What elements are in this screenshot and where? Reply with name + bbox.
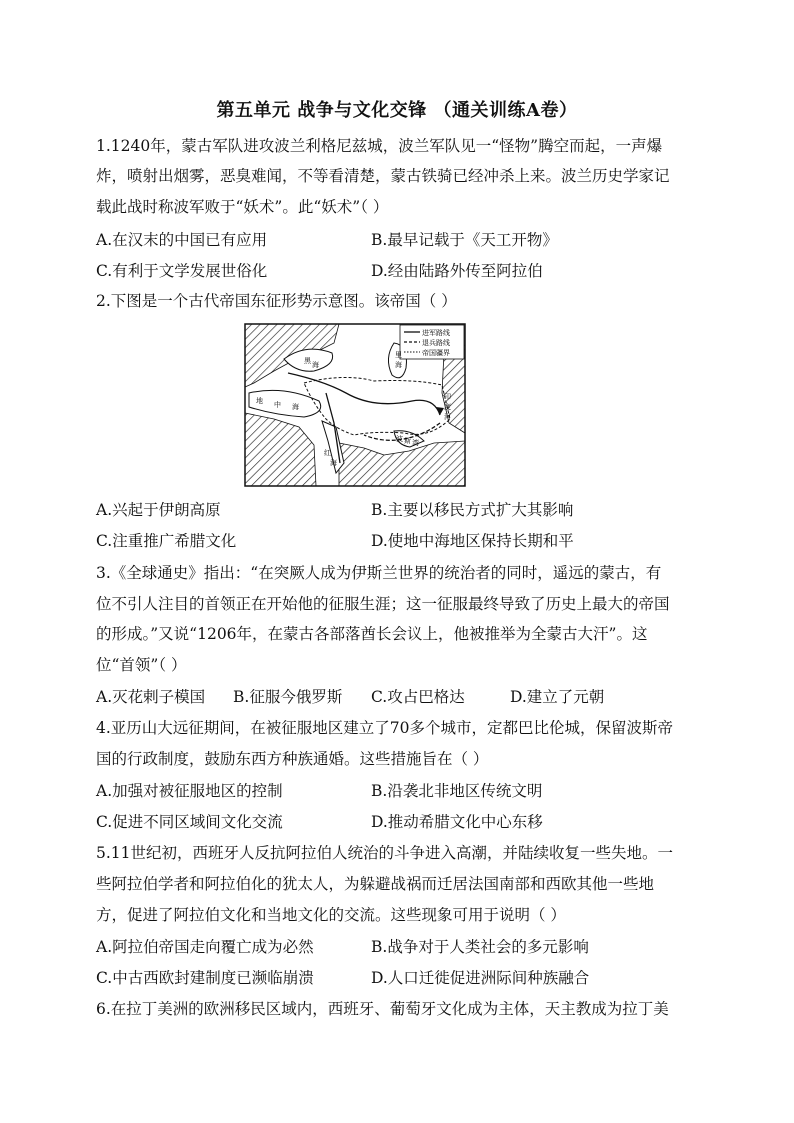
q2-option-b: B.主要以移民方式扩大其影响 [371,501,574,519]
legend-boundary-label: 帝国疆界 [422,349,450,357]
label-gulf-3: 湾 [412,439,419,447]
q2-line-1: 2.下图是一个古代帝国东征形势示意图。该帝国（ ） [96,292,457,310]
q1-line-1: 1.1240年，蒙古军队进攻波兰利格尼兹城，波兰军队见一“怪物”腾空而起，一声爆 [96,137,663,155]
q2-option-d: D.使地中海地区保持长期和平 [371,532,574,550]
q5-option-c: C.中古西欧封建制度已濒临崩溃 [96,969,314,987]
q2-option-c: C.注重推广希腊文化 [96,532,237,550]
label-gulf-1: 波 [396,435,403,443]
q1-line-3: 载此战时称波军败于“妖术”。此“妖术”（ ） [96,198,389,216]
q6-line-1: 6.在拉丁美洲的欧洲移民区域内，西班牙、葡萄牙文化成为主体，天主教成为拉丁美 [96,1000,669,1018]
q4-line-2: 国的行政制度，鼓励东西方种族通婚。这些措施旨在（ ） [96,750,489,768]
label-med-1: 地 [256,397,263,405]
q1-option-d: D.经由陆路外传至阿拉伯 [371,262,543,280]
label-indus-2: 度 [444,403,451,411]
label-red-2: 海 [330,459,337,467]
q3-option-c: C.攻占巴格达 [371,688,465,706]
legend-advance-label: 进军路线 [422,329,450,337]
empire-campaign-map [244,323,466,487]
q3-line-4: 位“首领”（ ） [96,656,187,674]
q5-line-2: 些阿拉伯学者和阿拉伯化的犹太人，为躲避战祸而迁居法国南部和西欧其他一些地 [96,875,655,893]
label-red-1: 红 [324,449,331,457]
q1-line-2: 炸，喷射出烟雾，恶臭难闻，不等看清楚，蒙古铁骑已经冲杀上来。波兰历史学家记 [96,167,670,185]
q4-option-a: A.加强对被征服地区的控制 [96,782,283,800]
label-med-3: 海 [292,403,299,411]
label-indus-1: 印 [444,393,451,401]
label-caspian-2: 海 [395,361,402,369]
q3-option-a: A.灭花剌子模国 [96,688,206,706]
q5-option-d: D.人口迁徙促进洲际间种族融合 [371,969,590,987]
label-black-2: 海 [312,361,319,369]
q3-line-1: 3.《全球通史》指出：“在突厥人成为伊斯兰世界的统治者的同时，遥远的蒙古，有 [96,564,662,582]
label-gulf-2: 斯 [404,437,411,445]
q4-option-b: B.沿袭北非地区传统文明 [371,782,543,800]
label-black-1: 黑 [304,357,311,365]
q3-option-b: B.征服今俄罗斯 [233,688,343,706]
q3-line-2: 位不引人注目的首领正在开始他的征服生涯；这一征服最终导致了历史上最大的帝国 [96,595,670,613]
page-title: 第五单元 战争与文化交锋 （通关训练A卷） [216,100,578,121]
label-indus-3: 河 [444,413,451,421]
q2-option-a: A.兴起于伊朗高原 [96,501,221,519]
q4-option-c: C.促进不同区域间文化交流 [96,813,283,831]
q1-option-b: B.最早记载于《天工开物》 [371,231,558,249]
q5-option-a: A.阿拉伯帝国走向覆亡成为必然 [96,938,314,956]
q1-option-a: A.在汉末的中国已有应用 [96,231,268,249]
q4-option-d: D.推动希腊文化中心东移 [371,813,543,831]
q1-option-c: C.有利于文学发展世俗化 [96,262,268,280]
q5-option-b: B.战争对于人类社会的多元影响 [371,938,589,956]
q3-line-3: 的形成。”又说“1206年，在蒙古各部落酋长会议上，他被推举为全蒙古大汗”。这 [96,625,648,643]
q5-line-3: 方，促进了阿拉伯文化和当地文化的交流。这些现象可用于说明（ ） [96,906,566,924]
legend-retreat-label: 退兵路线 [422,339,450,347]
label-caspian-1: 里 [395,351,402,359]
q3-option-d: D.建立了元朝 [510,688,605,706]
q5-line-1: 5.11世纪初，西班牙人反抗阿拉伯人统治的斗争进入高潮，并陆续收复一些失地。一 [96,844,674,862]
q4-line-1: 4.亚历山大远征期间，在被征服地区建立了70多个城市，定都巴比伦城，保留波斯帝 [96,719,674,737]
label-med-2: 中 [274,401,281,409]
